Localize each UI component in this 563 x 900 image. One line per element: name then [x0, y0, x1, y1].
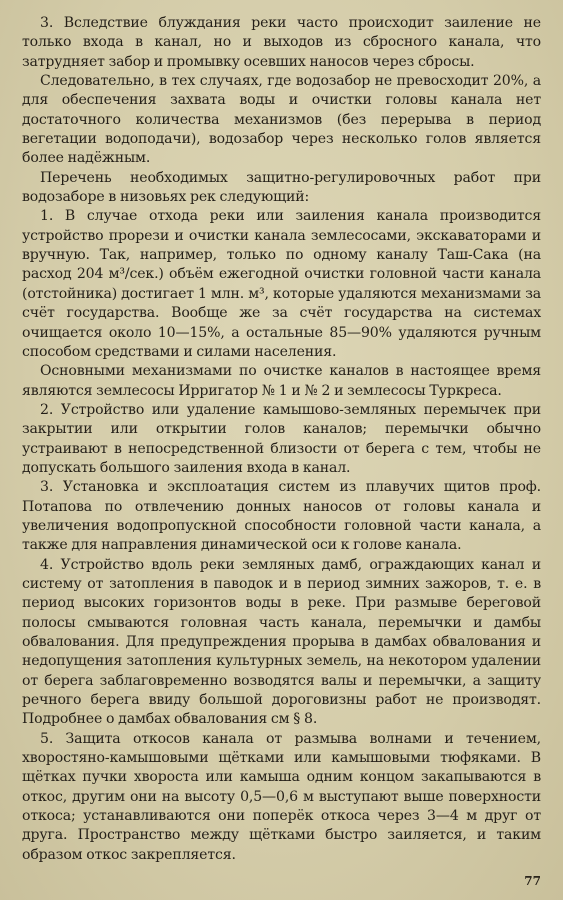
paragraph: 1. В случае отхода реки или заиления канала производится устройство прорези и очистки канала землесосами, экскаваторами и вручную. Так, например, только по одному каналу Таш-Сака (на расход 204 м³/сек.) объём ежегодной очистки головной части канала (отстойника) достигает 1 млн. м³, которые удаляются механизмами за счёт государства. Вообще же за счёт государства на системах очищается около 10—15%, а остальные 85—90% удаляются ручным способом средствами и силами населения.: [22, 208, 541, 360]
page-number: 77: [524, 874, 541, 888]
paragraph: Следовательно, в тех случаях, где водозабор не превосходит 20%, а для обеспечения захвата воды и очистки головы канала нет достаточного количества механизмов (без перерыва в период вегетации водоподачи), водозабор через несколько голов является более надёжным.: [22, 73, 541, 167]
paragraph: Перечень необходимых защитно-регулировочных работ при водозаборе в низовьях рек следующий:: [22, 169, 541, 206]
paragraph: 2. Устройство или удаление камышово-земляных перемычек при закрытии или открытии голов каналов; перемычки обычно устраивают в непосредственной близости от берега с тем, чтобы не допускать большого заиления входа в канал.: [22, 401, 541, 476]
paragraph: 4. Устройство вдоль реки земляных дамб, ограждающих канал и систему от затопления в паводок и в период зимних зажоров, т. е. в период высоких горизонтов воды в реке. При размыве береговой полосы смываются головная часть канала, перемычки и дамбы обвалования. Для предупреждения прорыва в дамбах обвалования и недопущения затопления культурных земель, на некотором удалении от берега заблаговременно возводятся валы и перемычки, а защиту речного берега ввиду большой дороговизны работ не производят. Подробнее о дамбах обвалования см § 8.: [22, 556, 541, 728]
paragraph: 5. Защита откосов канала от размыва волнами и течением, хворостяно-камышовыми щётками или камышовыми тюфяками. В щётках пучки хвороста или камыша одним концом закапываются в откос, другим они на высоту 0,5—0,6 м выступают выше поверхности откоса; устанавливаются они поперёк откоса через 3—4 м друг от друга. Пространство между щётками быстро заиляется, и таким образом откос закрепляется.: [22, 730, 541, 863]
paragraph: Основными механизмами по очистке каналов в настоящее время являются землесосы Ирригатор № 1 и № 2 и землесосы Туркреса.: [22, 363, 541, 399]
page-body: [22, 14, 541, 865]
paragraph: 3. Вследствие блуждания реки часто происходит заиление не только входа в канал, но и выходов из сбросного канала, что затрудняет забор и промывку осевших наносов через сбросы.: [22, 15, 541, 70]
paragraph: 3. Установка и эксплоатация систем из плавучих щитов проф. Потапова по отвлечению донных наносов от головы канала и увеличения водопропускной способности головной части канала, а также для направления динамической оси к голове канала.: [22, 479, 541, 554]
